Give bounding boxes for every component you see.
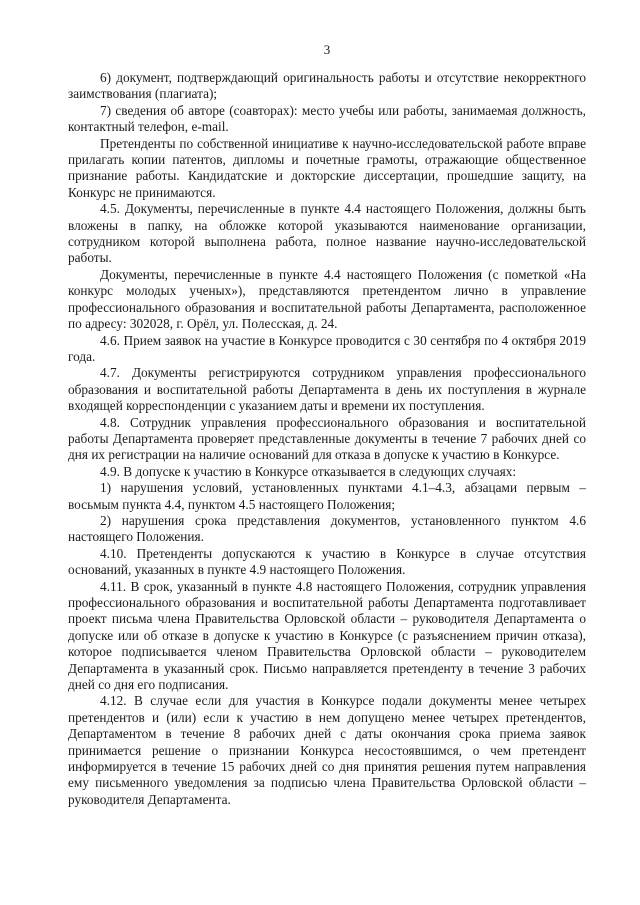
paragraph-4-7: 4.7. Документы регистрируются сотрудником управления профессионального образования и воспитательной работы Департамента в день их поступления в журнале входящей корреспонденции с указанием даты и времени их поступления. — [68, 365, 586, 414]
paragraph-item-7-author-info: 7) сведения об авторе (соавторах): место учебы или работы, занимаемая должность, контактный телефон, e-mail. — [68, 102, 586, 135]
paragraph-4-8: 4.8. Сотрудник управления профессионального образования и воспитательной работы Департамента проверяет представленные документы в течение 7 рабочих дней со дня их регистрации на наличие оснований для отказа в допуске к участию в Конкурсе. — [68, 414, 586, 463]
paragraph-optional-attachments: Претенденты по собственной инициативе к научно-исследовательской работе вправе прилагать копии патентов, дипломы и почетные грамоты, отражающие общественное признание работы. Кандидатские и докторские диссертации, прошедшие защиту, на Конкурс не принимаются. — [68, 135, 586, 200]
paragraph-4-11: 4.11. В срок, указанный в пункте 4.8 настоящего Положения, сотрудник управления профессионального образования и воспитательной работы Департамента подготавливает проект письма члена Правительства Орловской области – руководителя Департамента о допуске или об отказе в допуске к участию в Конкурсе (с разъяснением причин отказа), которое подписывается членом Правительства Орловской области – руководителем Департамента в указанный срок. Письмо направляется претенденту в течение 3 рабочих дней со дня его подписания. — [68, 578, 586, 693]
paragraph-4-12: 4.12. В случае если для участия в Конкурсе подали документы менее четырех претендентов и (или) если к участию в нем допущено менее четырех претендентов, Департаментом в течение 8 рабочих дней с даты окончания срока приема заявок принимается решение о признании Конкурса несостоявшимся, о чем претендент информируется в течение 15 рабочих дней со дня принятия решения путем направления ему письменного уведомления за подписью члена Правительства Орловской области – руководителя Департамента. — [68, 693, 586, 807]
paragraph-4-5: 4.5. Документы, перечисленные в пункте 4.4 настоящего Положения, должны быть вложены в папку, на обложке которой указываются наименование организации, сотрудником которой выполнена работа, полное название научно-исследовательской работы. — [68, 201, 586, 266]
page-number: 3 — [323, 42, 331, 57]
paragraph-item-6-originality: 6) документ, подтверждающий оригинальность работы и отсутствие некорректного заимствования (плагиата); — [68, 70, 586, 102]
paragraph-submission-address: Документы, перечисленные в пункте 4.4 настоящего Положения (с пометкой «На конкурс молодых ученых»), представляются претендентом лично в управление профессионального образования и воспитательной работы Департамента, расположенное по адресу: 302028, г. Орёл, ул. Полесская, д. 24. — [68, 266, 586, 332]
document-body — [68, 70, 586, 808]
paragraph-4-6: 4.6. Прием заявок на участие в Конкурсе проводится с 30 сентября по 4 октября 2019 года. — [68, 332, 586, 364]
paragraph-4-9-item-1: 1) нарушения условий, установленных пунктами 4.1–4.3, абзацами первым – восьмым пункта 4.4, пунктом 4.5 настоящего Положения; — [68, 480, 586, 512]
paragraph-4-10: 4.10. Претенденты допускаются к участию в Конкурсе в случае отсутствия оснований, указанных в пункте 4.9 настоящего Положения. — [68, 545, 586, 578]
paragraph-4-9-item-2: 2) нарушения срока представления документов, установленного пунктом 4.6 настоящего Положения. — [68, 512, 586, 545]
paragraph-4-9: 4.9. В допуске к участию в Конкурсе отказывается в следующих случаях: — [100, 463, 517, 479]
